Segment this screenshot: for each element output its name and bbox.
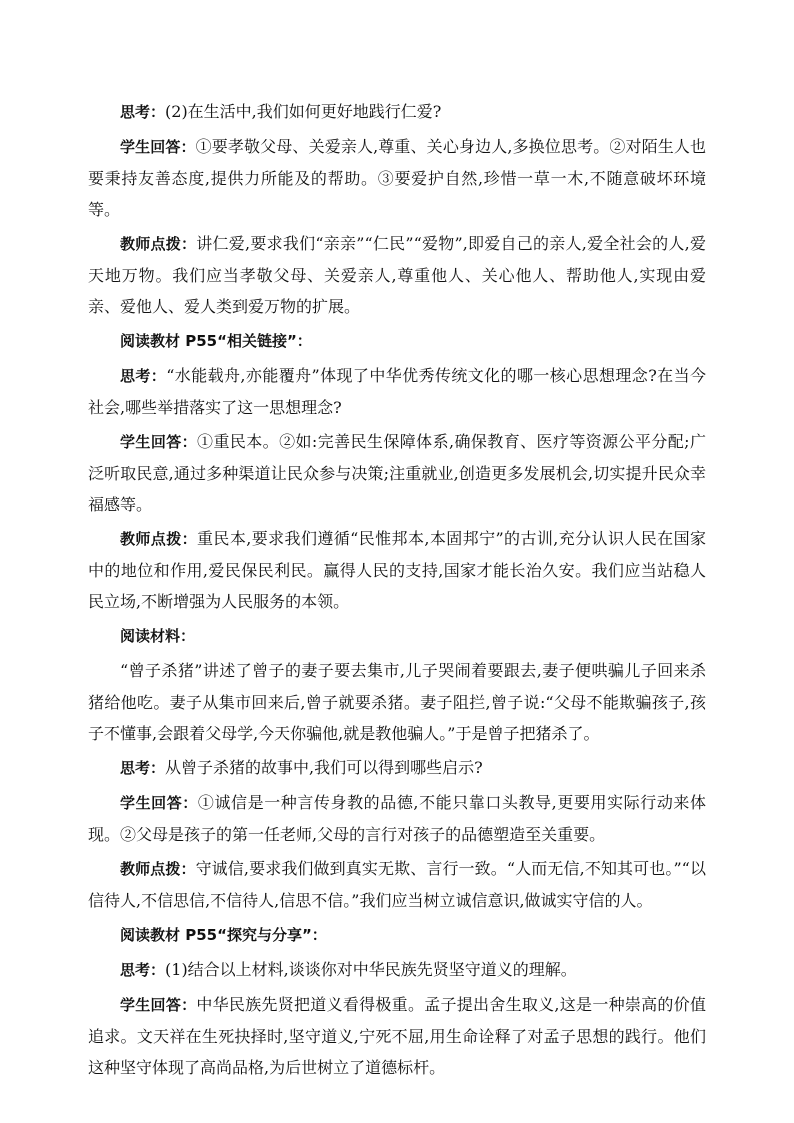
paragraph-text: 重民本,要求我们遵循“民惟邦本,本固邦宁”的古训,充分认识人民在国家中的地位和作用,爱民保民利民。赢得人民的支持,国家才能长治久安。我们应当站稳人民立场,不断增强为人民服务的本领。 [88,529,706,611]
paragraph [88,752,706,784]
paragraph-text: 讲仁爱,要求我们“亲亲”“仁民”“爱物”,即爱自己的亲人,爱全社会的人,爱天地万物。我们应当孝敬父母、关爱亲人,尊重他人、关心他人、帮助他人,实现由爱亲、爱他人、爱人类到爱万物的扩展。 [88,234,706,316]
paragraph [88,426,706,520]
paragraph [88,989,706,1083]
paragraph-label: 阅读材料： [120,627,196,645]
paragraph-label: 学生回答： [120,433,198,451]
paragraph-label: 思考： [120,759,166,777]
paragraph [88,360,706,423]
paragraph-text: (2)在生活中,我们如何更好地践行仁爱? [165,102,442,121]
paragraph [88,954,706,986]
paragraph [88,787,706,850]
paragraph-text: 从曾子杀猪的故事中,我们可以得到哪些启示? [165,758,483,777]
paragraph [88,131,706,225]
section-heading [88,919,706,951]
paragraph-text: ①重民本。②如:完善民生保障体系,确保教育、医疗等资源公平分配;广泛听取民意,通过多种渠道让民众参与决策;注重就业,创造更多发展机会,切实提升民众幸福感等。 [88,432,706,514]
paragraph-text: “曾子杀猪”讲述了曾子的妻子要去集市,儿子哭闹着要跟去,妻子便哄骗儿子回来杀猪给他吃。妻子从集市回来后,曾子就要杀猪。妻子阻拦,曾子说:“父母不能欺骗孩子,孩子不懂事,会跟着父母学,今天你骗他,就是教他骗人。”于是曾子把猪杀了。 [88,661,706,743]
paragraph-text: 中华民族先贤把道义看得极重。孟子提出舍生取义,这是一种崇高的价值追求。文天祥在生死抉择时,坚守道义,宁死不屈,用生命诠释了对孟子思想的践行。他们这种坚守体现了高尚品格,为后世树立了道德标杆。 [88,995,706,1077]
paragraph-label: 思考： [120,367,167,385]
paragraph [88,523,706,617]
paragraph-label: 阅读教材 P55“探究与分享”： [120,926,327,944]
paragraph-label: 学生回答： [120,794,198,812]
paragraph-label: 阅读教材 P55“相关链接”： [120,332,312,350]
paragraph-label: 思考： [120,961,166,979]
paragraph [88,96,706,128]
paragraph [88,228,706,322]
paragraph-text: “水能载舟,亦能覆舟”体现了中华优秀传统文化的哪一核心思想理念?在当今社会,哪些举措落实了这一思想理念? [88,366,706,417]
section-heading [88,325,706,357]
paragraph-label: 学生回答： [120,996,197,1014]
section-heading [88,620,706,652]
paragraph [88,853,706,916]
paragraph-label: 教师点拨： [120,530,198,548]
paragraph-label: 教师点拨： [120,235,197,253]
paragraph-label: 教师点拨： [120,860,196,878]
paragraph-label: 思考： [120,103,166,121]
paragraph-text: ①要孝敬父母、关爱亲人,尊重、关心身边人,多换位思考。②对陌生人也要秉持友善态度,提供力所能及的帮助。③要爱护自然,珍惜一草一木,不随意破坏环境等。 [88,137,706,219]
paragraph-text: 守诚信,要求我们做到真实无欺、言行一致。“人而无信,不知其可也。”“以信待人,不信思信,不信待人,信思不信。”我们应当树立诚信意识,做诚实守信的人。 [88,859,706,910]
paragraph-text: ①诚信是一种言传身教的品德,不能只靠口头教导,更要用实际行动来体现。②父母是孩子的第一任老师,父母的言行对孩子的品德塑造至关重要。 [88,793,706,844]
paragraph-label: 学生回答： [120,138,196,156]
paragraph-text: (1)结合以上材料,谈谈你对中华民族先贤坚守道义的理解。 [165,960,577,979]
story-paragraph [88,655,706,749]
